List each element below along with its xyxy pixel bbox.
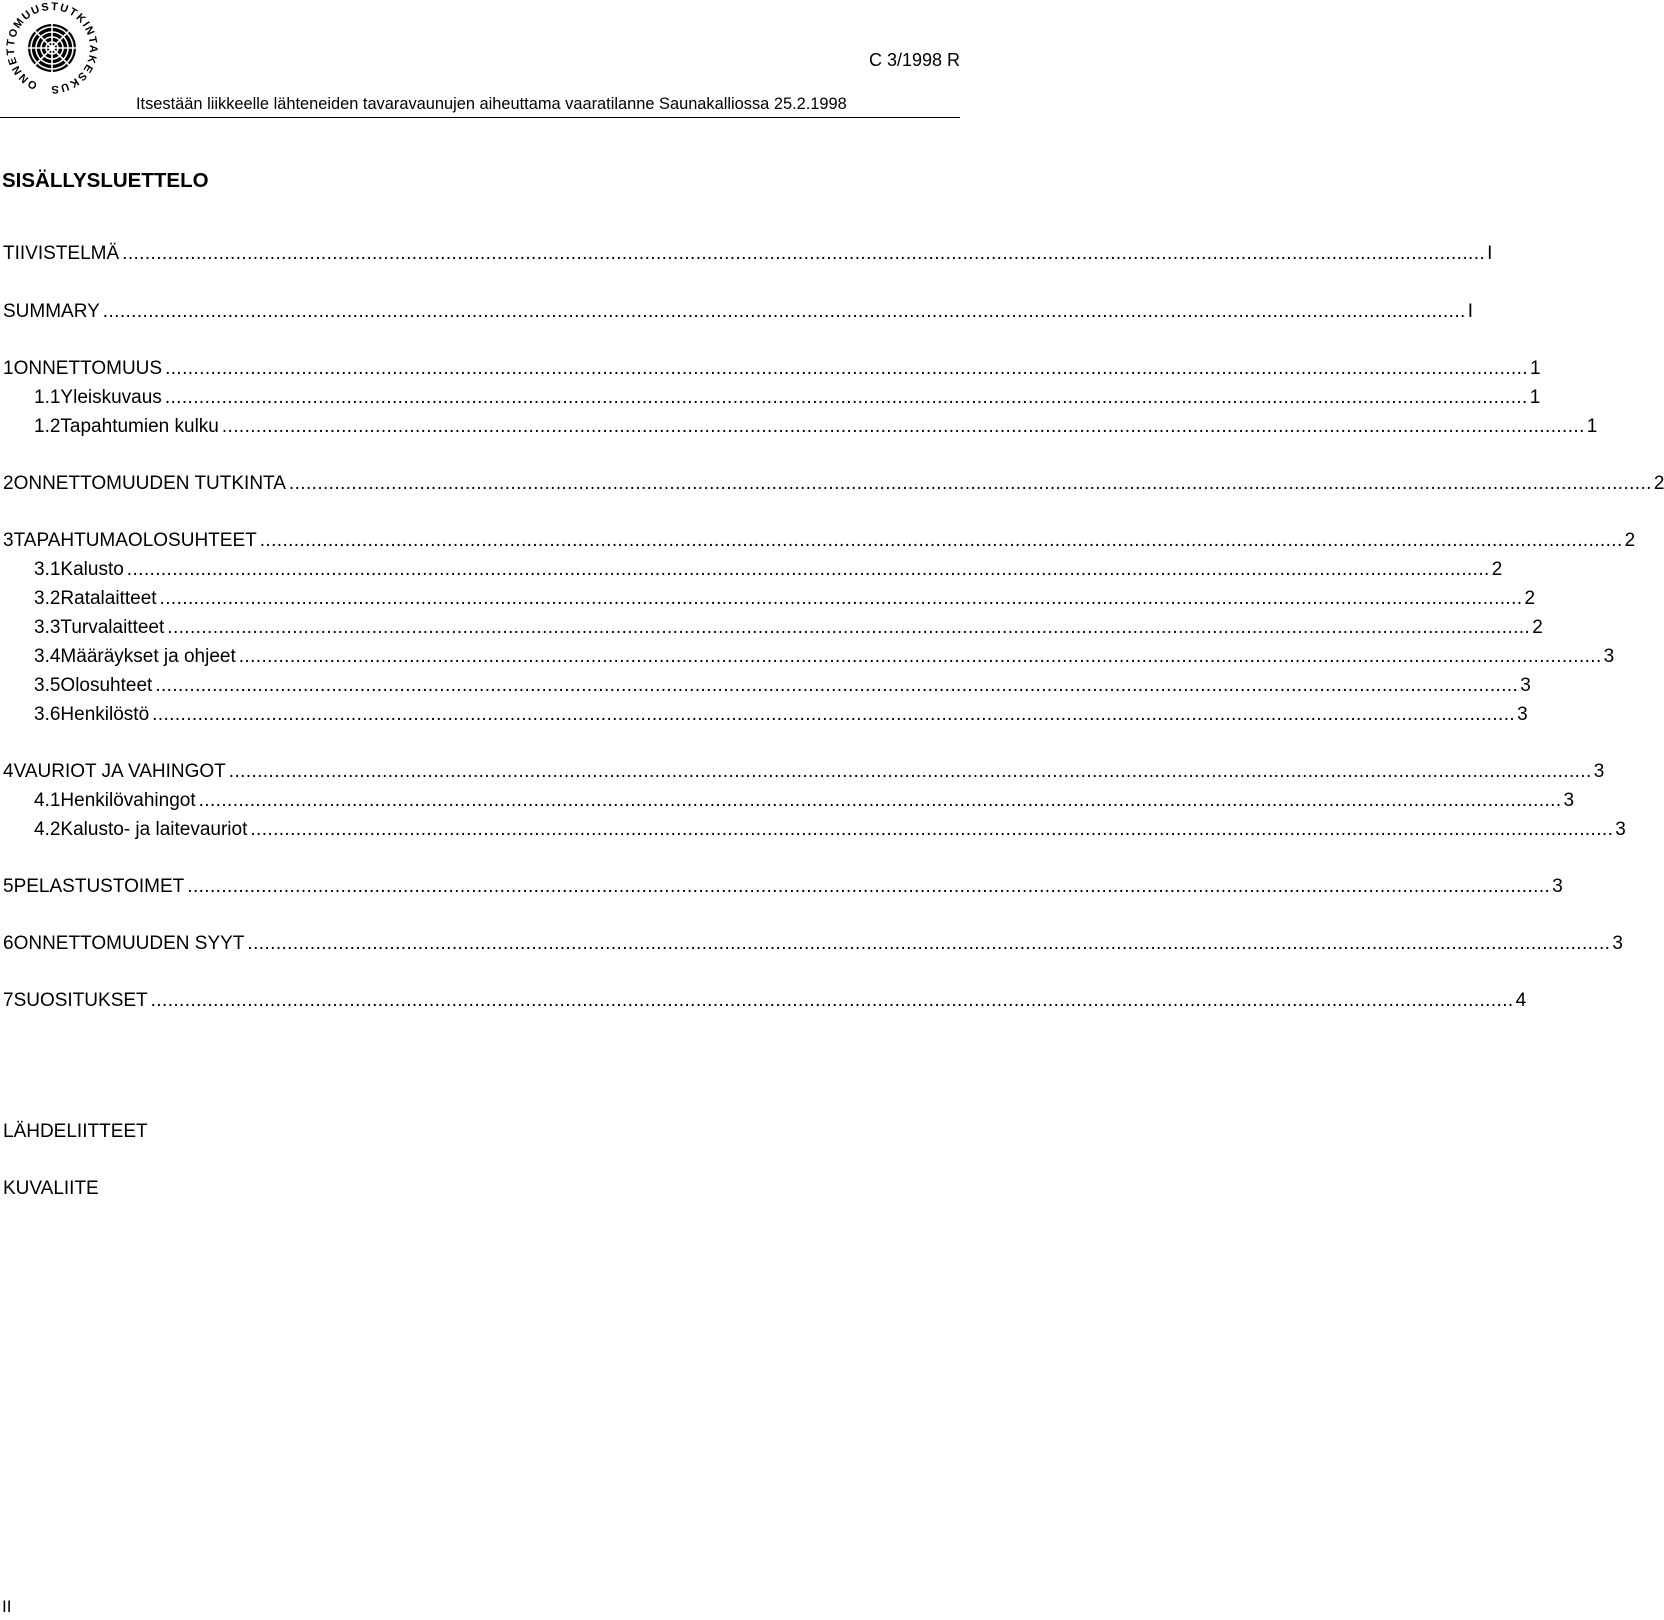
onnettomuustutkintakeskus-logo: [0, 0, 104, 96]
toc-entry-number: 5: [3, 876, 14, 897]
appendix-figures: KUVALIITE: [3, 1178, 99, 1199]
toc-entry-page: I: [1467, 301, 1473, 322]
toc-entry-title: Määräykset ja ohjeet: [60, 646, 236, 667]
toc-entry-page: 3: [1552, 876, 1563, 897]
toc-dot-leader: ................................................................................................................................................................................................................................................: [250, 819, 1614, 840]
toc-entry[interactable]: [34, 703, 1528, 727]
toc-entry-title: VAURIOT JA VAHINGOT: [13, 761, 226, 782]
toc-entry-title: TAPAHTUMAOLOSUHTEET: [13, 530, 257, 551]
toc-entry-number: 1.2: [34, 416, 61, 437]
toc-entry[interactable]: [34, 386, 1541, 410]
toc-dot-leader: ................................................................................................................................................................................................................................................: [152, 704, 1516, 725]
page-number: II: [2, 1597, 12, 1616]
toc-entry-number: 3.6: [34, 704, 61, 725]
toc-entry[interactable]: [34, 674, 1531, 698]
toc-entry-number: 3.3: [34, 617, 61, 638]
toc-entry-page: 2: [1653, 473, 1664, 494]
toc-entry-title: Kalusto- ja laitevauriot: [60, 819, 248, 840]
toc-dot-leader: ................................................................................................................................................................................................................................................: [238, 646, 1602, 667]
toc-entry[interactable]: [34, 645, 1615, 669]
toc-entry[interactable]: [34, 587, 1536, 611]
toc-entry[interactable]: [3, 300, 1473, 324]
toc-entry-page: 3: [1603, 646, 1615, 667]
toc-entry-page: 3: [1517, 704, 1528, 725]
toc-entry-title: ONNETTOMUUS: [13, 358, 163, 379]
toc-dot-leader: ................................................................................................................................................................................................................................................: [221, 416, 1585, 437]
toc-entry-page: 2: [1524, 588, 1536, 609]
toc-entry-page: 3: [1563, 790, 1575, 811]
toc-entry-page: 3: [1615, 819, 1626, 840]
toc-entry-title: SUOSITUKSET: [13, 990, 148, 1011]
toc-entry[interactable]: [3, 357, 1541, 381]
toc-dot-leader: ................................................................................................................................................................................................................................................: [102, 301, 1466, 322]
document-code: C 3/1998 R: [868, 50, 960, 70]
toc-entry-page: 3: [1520, 675, 1531, 696]
toc-entry-title: Kalusto: [60, 559, 124, 580]
toc-entry-number: 3.2: [34, 588, 61, 609]
toc-dot-leader: ................................................................................................................................................................................................................................................: [159, 588, 1523, 609]
toc-entry-number: 4.2: [34, 819, 61, 840]
toc-entry-title: Olosuhteet: [60, 675, 153, 696]
toc-entry[interactable]: [34, 616, 1543, 640]
toc-entry-page: I: [1487, 243, 1493, 264]
toc-entry-number: 1.1: [34, 387, 61, 408]
toc-entry-title: ONNETTOMUUDEN TUTKINTA: [13, 473, 286, 494]
toc-dot-leader: ................................................................................................................................................................................................................................................: [167, 617, 1531, 638]
toc-entry-title: Yleiskuvaus: [60, 387, 162, 408]
toc-entry-title: PELASTUSTOIMET: [13, 876, 185, 897]
toc-entry[interactable]: [3, 472, 1664, 496]
toc-dot-leader: ................................................................................................................................................................................................................................................: [198, 790, 1562, 811]
toc-entry-page: 3: [1593, 761, 1605, 782]
toc-entry-number: 3.5: [34, 675, 61, 696]
toc-dot-leader: ................................................................................................................................................................................................................................................: [165, 358, 1528, 379]
toc-dot-leader: ................................................................................................................................................................................................................................................: [228, 761, 1592, 782]
svg-text:ONNETTOMUUSTUTKINTAKESKUS: ONNETTOMUUSTUTKINTAKESKUS: [4, 0, 100, 96]
toc-entry[interactable]: [34, 558, 1503, 582]
toc-dot-leader: ................................................................................................................................................................................................................................................: [288, 473, 1652, 494]
toc-entry-number: 2: [3, 473, 14, 494]
toc-entry-page: 4: [1515, 990, 1527, 1011]
document-subtitle: Itsestään liikkeelle lähteneiden tavaravaunujen aiheuttama vaaratilanne Saunakalliossa 25.2.1998: [136, 95, 847, 113]
toc-entry-number: 4.1: [34, 790, 61, 811]
toc-entry[interactable]: [3, 529, 1636, 553]
toc-dot-leader: ................................................................................................................................................................................................................................................: [187, 876, 1551, 897]
header-rule: [0, 117, 960, 118]
toc-entry-page: 2: [1532, 617, 1543, 638]
toc-entry[interactable]: [34, 415, 1598, 439]
toc-entry[interactable]: [34, 789, 1575, 813]
toc-entry[interactable]: [3, 989, 1527, 1013]
toc-entry-title: TIIVISTELMÄ: [3, 243, 120, 264]
toc-entry[interactable]: [3, 242, 1493, 266]
toc-entry-title: SUMMARY: [3, 301, 100, 322]
toc-entry-number: 6: [3, 933, 14, 954]
toc-entry-number: 3: [3, 530, 14, 551]
toc-entry-number: 3.4: [34, 646, 61, 667]
toc-entry-number: 4: [3, 761, 14, 782]
toc-entry-page: 2: [1491, 559, 1503, 580]
toc-dot-leader: ................................................................................................................................................................................................................................................: [155, 675, 1519, 696]
toc-entry[interactable]: [3, 932, 1623, 956]
toc-entry-title: Henkilövahingot: [60, 790, 196, 811]
toc-dot-leader: ................................................................................................................................................................................................................................................: [122, 243, 1486, 264]
toc-entry[interactable]: [3, 875, 1563, 899]
toc-entry-title: ONNETTOMUUDEN SYYT: [13, 933, 245, 954]
toc-entry-number: 1: [3, 358, 14, 379]
toc-dot-leader: ................................................................................................................................................................................................................................................: [164, 387, 1528, 408]
toc-entry-page: 3: [1612, 933, 1623, 954]
toc-dot-leader: ................................................................................................................................................................................................................................................: [126, 559, 1490, 580]
toc-entry[interactable]: [3, 760, 1605, 784]
toc-entry-title: Ratalaitteet: [60, 588, 157, 609]
toc-entry-page: 1: [1529, 358, 1541, 379]
toc-entry-title: Turvalaitteet: [60, 617, 165, 638]
toc-entry-number: 3.1: [34, 559, 61, 580]
toc-entry-title: Tapahtumien kulku: [60, 416, 219, 437]
toc-entry-page: 2: [1624, 530, 1636, 551]
toc-dot-leader: ................................................................................................................................................................................................................................................: [247, 933, 1611, 954]
toc-heading: SISÄLLYSLUETTELO: [2, 169, 209, 192]
toc-entry-title: Henkilöstö: [60, 704, 150, 725]
toc-dot-leader: ................................................................................................................................................................................................................................................: [259, 530, 1623, 551]
toc-entry-page: 1: [1586, 416, 1598, 437]
toc-entry-number: 7: [3, 990, 14, 1011]
appendix-sources: LÄHDELIITTEET: [3, 1121, 148, 1142]
toc-entry-page: 1: [1529, 387, 1541, 408]
toc-entry[interactable]: [34, 818, 1626, 842]
toc-dot-leader: ................................................................................................................................................................................................................................................: [150, 990, 1514, 1011]
